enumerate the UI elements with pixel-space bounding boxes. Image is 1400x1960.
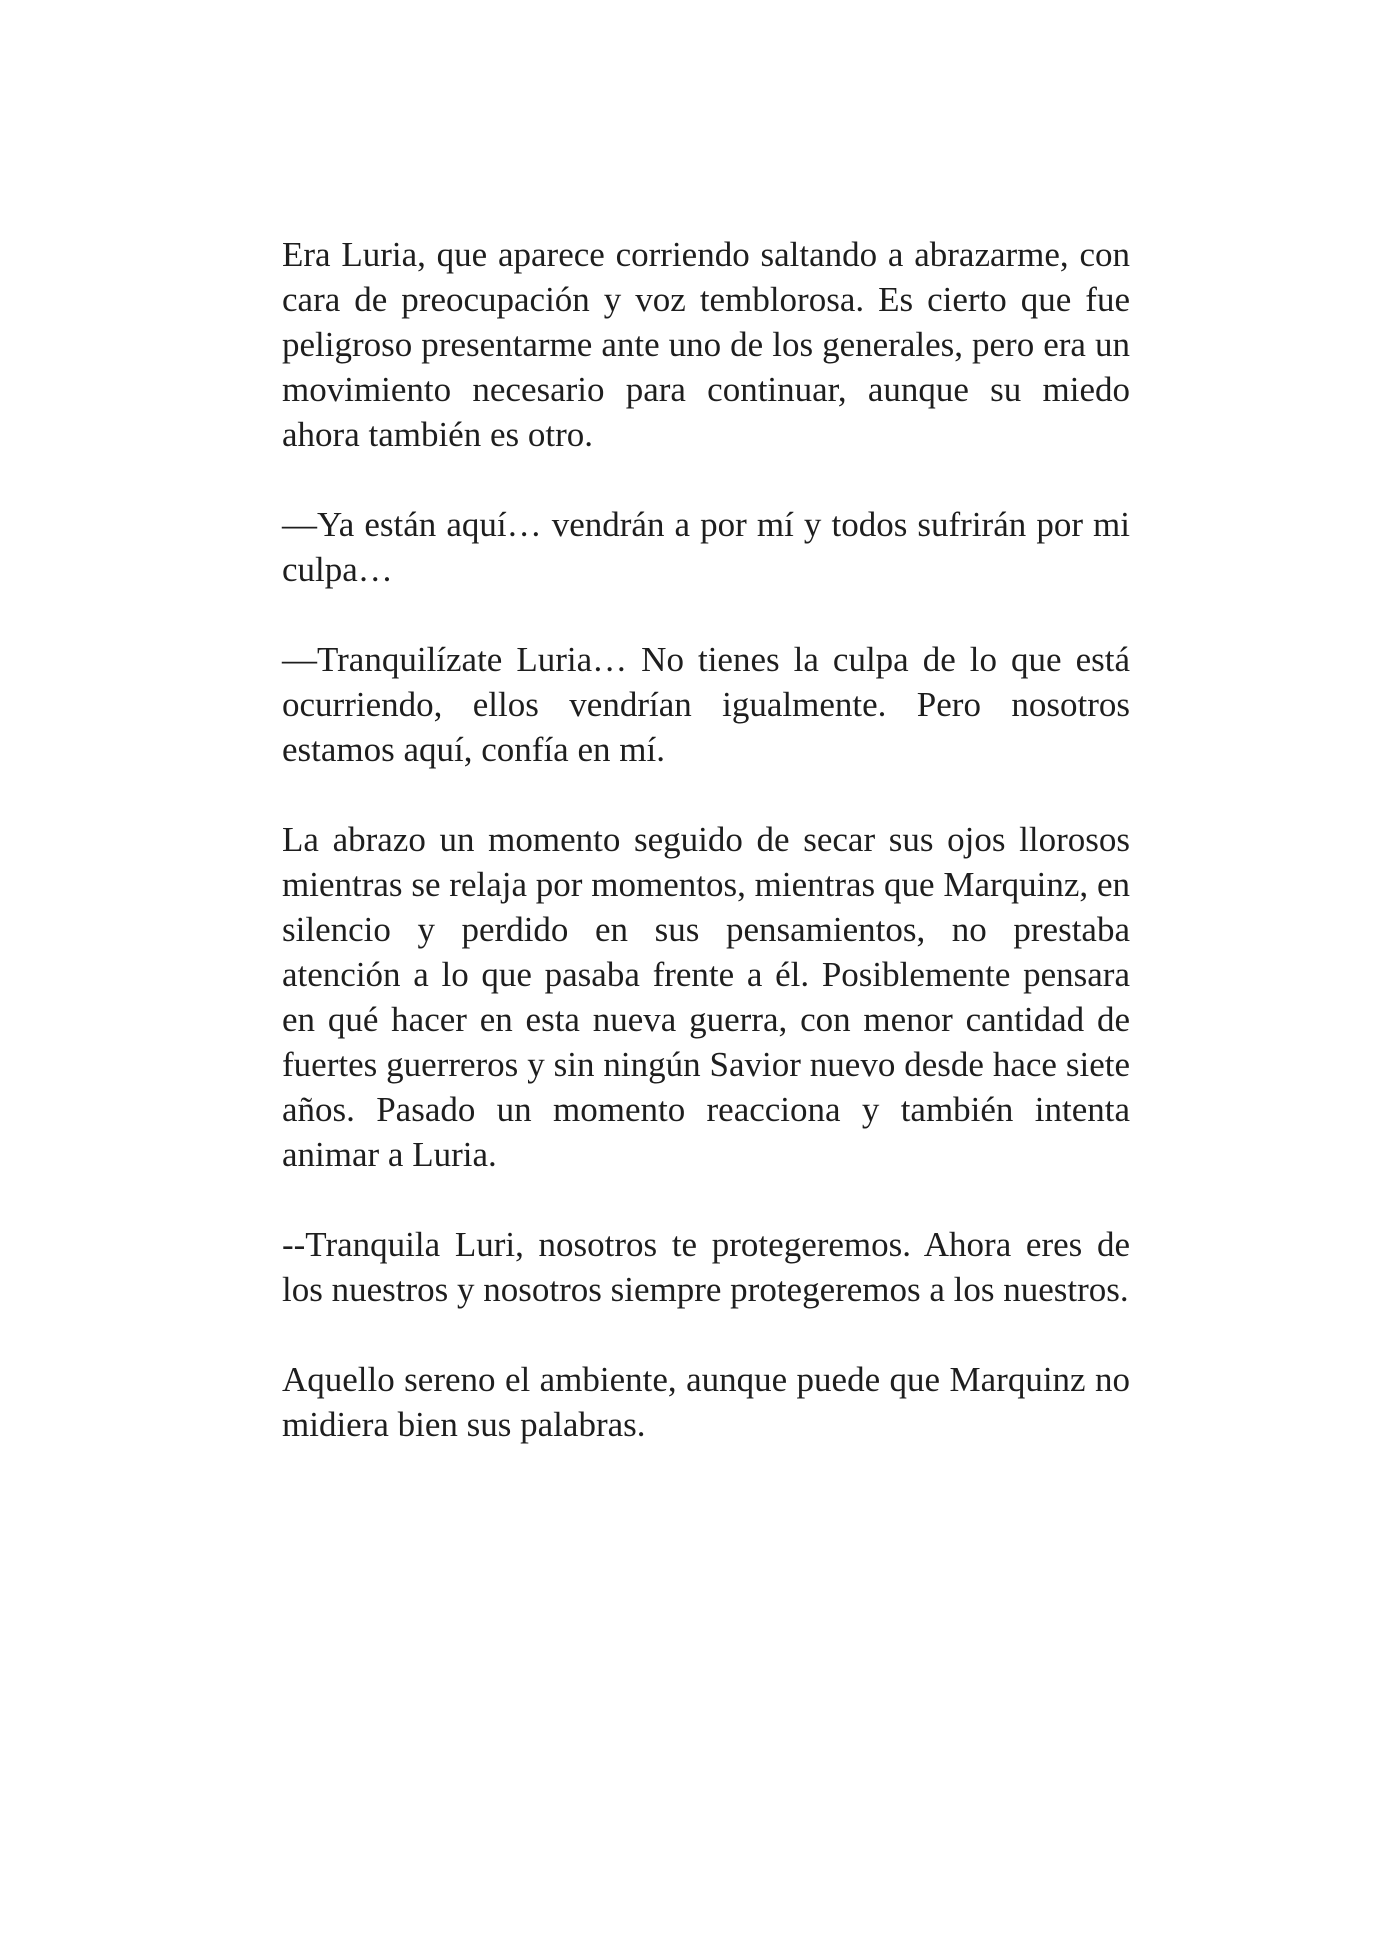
paragraph: Aquello sereno el ambiente, aunque puede que Marquinz no midiera bien sus palabras. [282, 1360, 1130, 1444]
dialogue-paragraph: --Tranquila Luri, nosotros te protegeremos. Ahora eres de los nuestros y nosotros siempre protegeremos a los nuestros. [282, 1225, 1130, 1309]
paragraph: La abrazo un momento seguido de secar sus ojos llorosos mientras se relaja por momentos, mientras que Marquinz, en silencio y perdido en sus pensamientos, no prestaba atención a lo que pasaba frente a él. Posiblemente pensara en qué hacer en esta nueva guerra, con menor cantidad de fuertes guerreros y sin ningún Savior nuevo desde hace siete años. Pasado un momento reacciona y también intenta animar a Luria. [282, 820, 1130, 1174]
paragraph: Era Luria, que aparece corriendo saltando a abrazarme, con cara de preocupación y voz temblorosa. Es cierto que fue peligroso presentarme ante uno de los generales, pero era un movimiento necesario para continuar, aunque su miedo ahora también es otro. [282, 235, 1130, 454]
dialogue-paragraph: —Ya están aquí… vendrán a por mí y todos sufrirán por mi culpa… [282, 505, 1130, 589]
body-text [282, 232, 1130, 1447]
dialogue-paragraph: —Tranquilízate Luria… No tienes la culpa de lo que está ocurriendo, ellos vendrían igualmente. Pero nosotros estamos aquí, confía en mí. [282, 640, 1130, 769]
